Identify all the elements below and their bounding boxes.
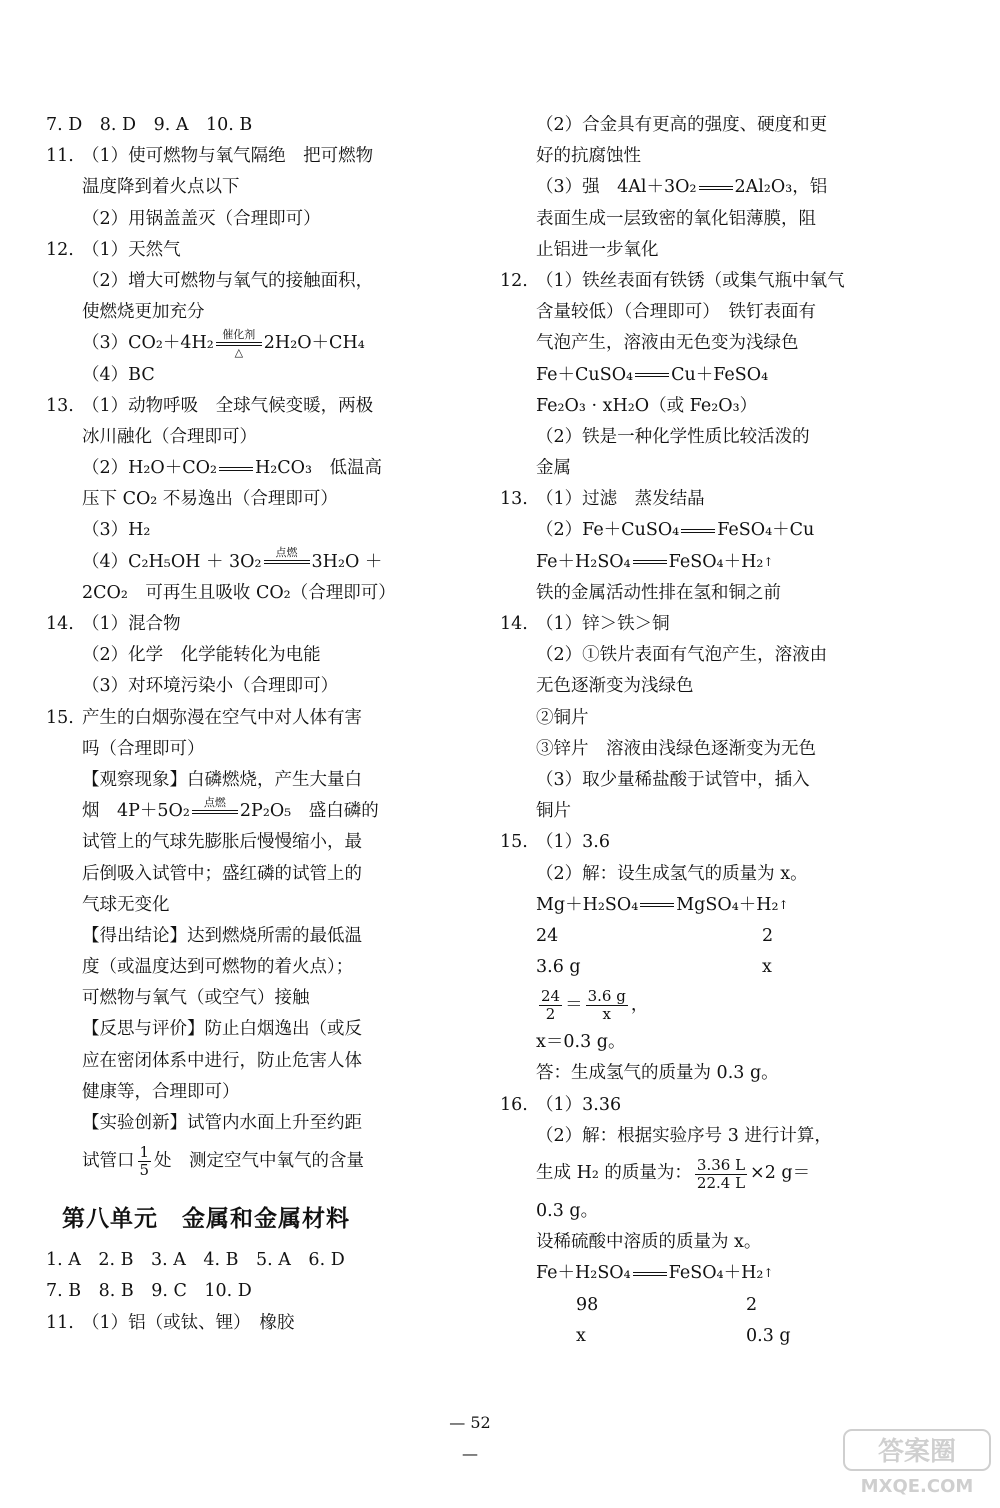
answer-text: 【实验创新】试管内水面上升至约距 (82, 1113, 362, 1133)
fraction: $\frac{24}{2}$ (541, 986, 561, 1023)
answer-text: 设稀硫酸中溶质的质量为 x。 (536, 1232, 762, 1253)
answer-text: 温度降到着火点以下 (82, 177, 240, 198)
fraction-line: 试管口 $\frac{1}{5}$ 处 测定空气中氧气的含量 (82, 1142, 365, 1179)
ratio-row: 3.6 g x (536, 957, 772, 978)
answer-line: 7. B 8. B 9. C 10. D (46, 1281, 252, 1302)
ratio-row: x 0.3 g (576, 1325, 791, 1346)
answer-text: 后倒吸入试管中；盛红磷的试管上的 (82, 863, 362, 884)
answer-text: （2）解：根据实验序号 3 进行计算， (536, 1125, 832, 1146)
answer-text: 【反思与评价】防止白烟逸出（或反 (82, 1019, 362, 1040)
gas-arrow-icon: ↑ (763, 1266, 774, 1281)
equation-line: Fe＋H₂SO₄ FeSO₄＋H₂ ↑ (500, 1258, 856, 1289)
reaction-condition: 催化剂 △ (216, 329, 262, 359)
equation-line: 烟 4P＋5O₂ 点燃 2P₂O₅ 盛白磷的 (46, 796, 404, 827)
answer-text: 无色逐渐变为浅绿色 (536, 676, 694, 697)
answer-text: （1）3.36 (536, 1094, 622, 1115)
question-number: 13. (500, 489, 528, 510)
answer-text: Fe₂O₃ · xH₂O（或 Fe₂O₃） (536, 395, 758, 416)
answer-text: （1）混合物 (82, 614, 181, 634)
answer-text: （3）H₂ (82, 520, 151, 541)
answer-text: （4）BC (82, 364, 155, 385)
question-number: 15. (46, 707, 74, 728)
ratio-row: 24 2 (536, 925, 774, 946)
watermark-text: 答案圈 (877, 1437, 957, 1467)
answer-text: 健康等，合理即可） (82, 1081, 240, 1102)
equation-rhs: 2H₂O＋CH₄ (263, 333, 365, 354)
answer-text: 表面生成一层致密的氧化铝薄膜，阻 (536, 208, 816, 229)
answer-text: （2）①铁片表面有气泡产生，溶液由 (536, 645, 828, 666)
equals-sign (699, 186, 733, 190)
answer-text: 吗（合理即可） (82, 738, 205, 759)
fraction: $\frac{3.6 g}{x}$ (587, 986, 626, 1023)
ratio-row: 98 2 (576, 1294, 758, 1315)
answer-text: 【得出结论】达到燃烧所需的最低温 (82, 925, 362, 946)
answer-text: （1）使可燃物与氧气隔绝 把可燃物 (82, 146, 374, 167)
equation-line: （3）强 4Al＋3O₂ 2Al₂O₃，铝 (536, 177, 828, 198)
answer-line: 7. D 8. D 9. A 10. B (46, 115, 253, 135)
answer-text: （3）取少量稀盐酸于试管中，插入 (536, 769, 810, 790)
fraction: $\frac{3.36 L}{22.4 L}$ (696, 1155, 746, 1192)
question-number: 11. (46, 146, 74, 167)
equation-line: （2）H₂O＋CO₂ H₂CO₃ 低温高 (82, 458, 383, 479)
answer-text: （3）对环境污染小（合理即可） (82, 676, 339, 697)
fraction: $\frac{1}{5}$ (139, 1142, 150, 1179)
question-number: 13. (46, 395, 74, 416)
answer-line: 1. A 2. B 3. A 4. B 5. A 6. D (46, 1250, 345, 1271)
equals-sign (219, 467, 253, 471)
answer-text: 度（或温度达到可燃物的着火点）； (82, 957, 354, 978)
answer-text: ②铜片 (536, 707, 589, 728)
reaction-condition: 点燃 (192, 797, 238, 827)
fraction-line: 生成 H₂ 的质量为： $\frac{3.36 L}{22.4 L}$ ×2 g＝ (536, 1155, 811, 1192)
answer-text: 产生的白烟弥漫在空气中对人体有害 (82, 707, 362, 728)
question-number: 14. (46, 614, 74, 634)
answer-text: （2）化学 化学能转化为电能 (82, 645, 321, 666)
answer-text: （1）铁丝表面有铁锈（或集气瓶中氧气 (536, 270, 845, 291)
answer-text: 止铝进一步氧化 (536, 239, 659, 260)
equation-line: Fe＋CuSO₄ Cu＋FeSO₄ (536, 364, 769, 385)
answer-text: （2）增大可燃物与氧气的接触面积， (82, 270, 374, 291)
reaction-condition: 点燃 (264, 547, 310, 577)
equals-sign (681, 529, 715, 533)
equation-lhs: （3）CO₂＋4H₂ (82, 333, 214, 354)
answer-text: （2）铁是一种化学性质比较活泼的 (536, 426, 810, 447)
equals-sign (633, 1272, 667, 1276)
question-number: 14. (500, 614, 528, 634)
answer-text: 2CO₂ 可再生且吸收 CO₂（合理即可） (82, 582, 396, 603)
answer-text: （1）过滤 蒸发结晶 (536, 489, 705, 510)
watermark-logo (842, 1428, 992, 1498)
answer-text: 气泡产生，溶液由无色变为浅绿色 (536, 333, 799, 354)
answer-text: ③锌片 溶液由浅绿色逐渐变为无色 (536, 738, 816, 759)
answer-text: 试管上的气球先膨胀后慢慢缩小，最 (82, 832, 362, 853)
equals-sign (633, 560, 667, 564)
answer-text: 0.3 g。 (536, 1201, 599, 1221)
answer-text: 含量较低）（合理即可） 铁钉表面有 (536, 302, 816, 323)
answer-text: （2）用锅盖盖灭（合理即可） (82, 208, 321, 229)
answer-text: 【观察现象】白磷燃烧，产生大量白 (82, 769, 362, 790)
answer-text: 压下 CO₂ 不易逸出（合理即可） (82, 489, 338, 510)
equals-sign (640, 903, 674, 907)
equation-line: Fe＋H₂SO₄ FeSO₄＋H₂ ↑ (500, 547, 856, 578)
question-number: 15. (500, 832, 528, 853)
answer-text: 答：生成氢气的质量为 0.3 g。 (536, 1063, 779, 1084)
question-number: 16. (500, 1094, 528, 1115)
answer-text: （1）3.6 (536, 832, 610, 853)
answer-text: （2）解：设生成氢气的质量为 x。 (536, 863, 808, 884)
answer-text: （1）铝（或钛、锂） 橡胶 (82, 1312, 295, 1333)
equals-sign (635, 373, 669, 377)
answer-text: 铜片 (536, 801, 571, 822)
answer-text: 好的抗腐蚀性 (536, 146, 641, 167)
answer-text: 使燃烧更加充分 (82, 302, 205, 323)
question-number: 11. (46, 1312, 74, 1333)
question-number: 12. (46, 239, 74, 260)
answer-text: 可燃物与氧气（或空气）接触 (82, 988, 310, 1009)
question-number: 12. (500, 270, 528, 291)
answer-text: 铁的金属活动性排在氢和铜之前 (536, 582, 781, 603)
answer-text: 金属 (536, 458, 571, 479)
equation-line: Mg＋H₂SO₄ MgSO₄＋H₂ ↑ (500, 890, 856, 921)
answer-text: （1）天然气 (82, 239, 181, 260)
fraction-line: $\frac{24}{2}$ ＝ $\frac{3.6 g}{x}$ ， (541, 986, 649, 1023)
right-column (500, 110, 856, 1352)
watermark-subtext: MXQE.COM (860, 1476, 974, 1497)
answer-text: x＝0.3 g。 (536, 1032, 626, 1053)
section-heading: 第八单元 金属和金属材料 (62, 1206, 350, 1233)
answer-text: 冰川融化（合理即可） (82, 426, 257, 447)
answer-text: （2）合金具有更高的强度、硬度和更 (536, 115, 828, 135)
answer-text: （1）动物呼吸 全球气候变暖，两极 (82, 395, 374, 416)
gas-arrow-icon: ↑ (778, 897, 789, 912)
equation-line: （4）C₂H₅OH ＋ 3O₂ 点燃 3H₂O ＋ (46, 547, 404, 578)
page-number: — 52 — (449, 1413, 491, 1464)
left-column (46, 110, 404, 1339)
answer-text: 应在密闭体系中进行，防止危害人体 (82, 1050, 362, 1071)
equation-line: （2）Fe＋CuSO₄ FeSO₄＋Cu (536, 520, 815, 541)
answer-text: 气球无变化 (82, 894, 170, 915)
answer-text: （1）锌＞铁＞铜 (536, 614, 670, 634)
gas-arrow-icon: ↑ (763, 554, 774, 569)
equation-line (46, 328, 404, 359)
